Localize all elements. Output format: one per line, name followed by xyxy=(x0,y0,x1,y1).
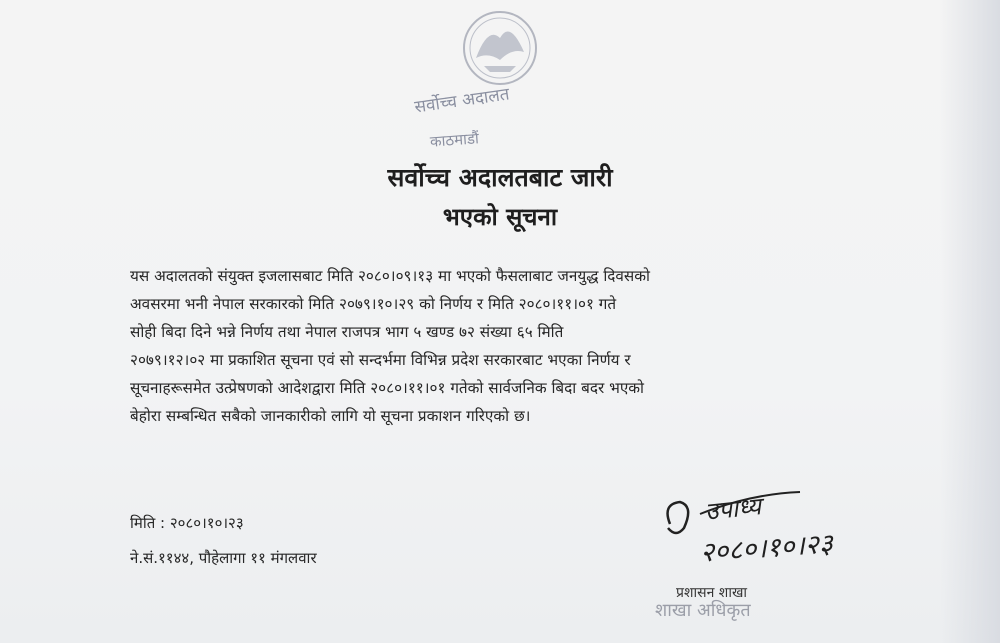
body-line: यस अदालतको संयुक्त इजलासबाट मिति २०८०।०९।१३ मा भएको फैसलाबाट जनयुद्ध दिवसको xyxy=(130,267,650,285)
branch-name: प्रशासन शाखा xyxy=(676,585,748,601)
notice-title: सर्वोच्च अदालतबाट जारी xyxy=(387,163,613,192)
notice-subtitle: भएको सूचना xyxy=(442,203,558,231)
signature-date: २०८०।१०।२३ xyxy=(699,528,834,569)
body-line: २०७९।१२।०२ मा प्रकाशित सूचना एवं सो सन्दर्भमा विभिन्न प्रदेश सरकारबाट भएका निर्णय र xyxy=(130,351,631,369)
photo-edge-shadow xyxy=(940,0,1000,643)
notice-date: मिति : २०८०।१०।२३ xyxy=(130,514,244,532)
body-line: बेहोरा सम्बन्धित सबैको जानकारीको लागि यो सूचना प्रकाशन गरिएको छ। xyxy=(130,407,531,425)
body-line: सूचनाहरूसमेत उत्प्रेषणको आदेशद्वारा मिति २०८०।११।०१ गतेको सार्वजनिक बिदा बदर भएको xyxy=(130,379,644,397)
signature-name: उपाध्य xyxy=(703,492,763,526)
officer-stamp: शाखा अधिकृत xyxy=(655,600,751,621)
body-line: अवसरमा भनी नेपाल सरकारको मिति २०७९।१०।२९ को निर्णय र मिति २०८०।११।०१ गते xyxy=(130,295,617,313)
notice-body xyxy=(130,262,875,430)
seal-city-name: काठमाडौं xyxy=(429,129,480,151)
nepal-sambat-date: ने.सं.११४४, पौहेलागा ११ मंगलवार xyxy=(130,549,317,567)
body-line: सोही बिदा दिने भन्ने निर्णय तथा नेपाल राजपत्र भाग ५ खण्ड ७२ संख्या ६५ मिति xyxy=(130,323,564,341)
seal-court-name: सर्वोच्च अदालत xyxy=(413,84,511,118)
